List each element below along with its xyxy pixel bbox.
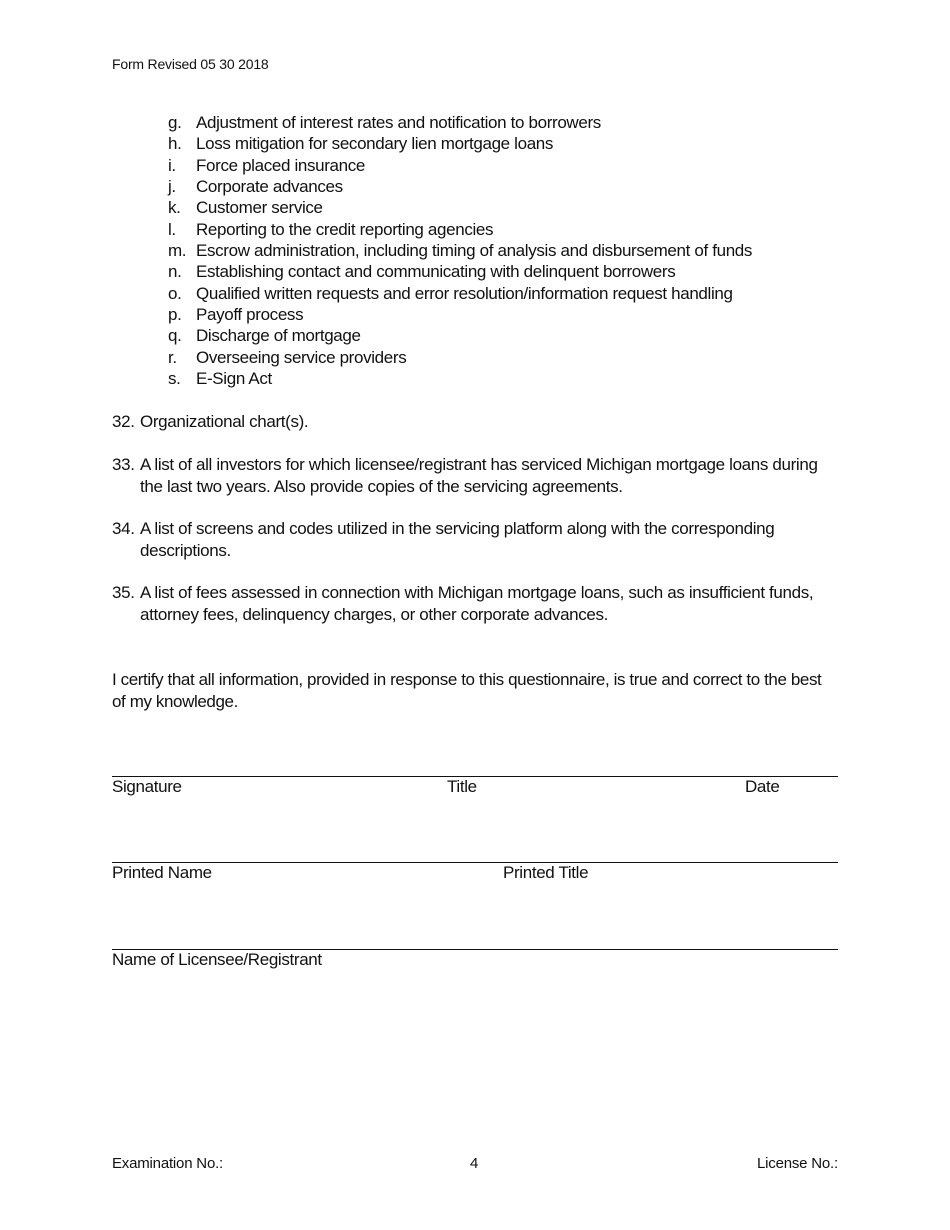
list-item — [168, 133, 752, 154]
item-number: 34. — [112, 519, 135, 538]
list-item-text: Loss mitigation for secondary lien mortgage loans — [196, 134, 554, 154]
list-item — [168, 176, 752, 197]
list-item — [168, 347, 752, 368]
item-text: A list of screens and codes utilized in the servicing platform along with the corresponding descriptions. — [140, 519, 775, 560]
certification-statement: I certify that all information, provided in response to this questionnaire, is true and correct to the best of my knowledge. — [112, 670, 822, 711]
item-number: 33. — [112, 455, 135, 474]
list-item-letter: o. — [168, 283, 182, 303]
list-item-text: Adjustment of interest rates and notification to borrowers — [196, 113, 601, 132]
list-item-text: E-Sign Act — [196, 369, 272, 389]
list-item-letter: r. — [168, 347, 177, 367]
list-item-letter: m. — [168, 241, 187, 261]
list-item-text: Customer service — [196, 198, 323, 218]
license-number-label: License No.: — [757, 1155, 838, 1172]
list-item — [168, 368, 752, 389]
list-item-text: Discharge of mortgage — [196, 326, 361, 346]
list-item-text: Force placed insurance — [196, 155, 366, 175]
list-item-letter: q. — [168, 326, 182, 346]
item-text: A list of fees assessed in connection with Michigan mortgage loans, such as insufficient funds, attorney fees, delinquency charges, or other corporate advances. — [140, 583, 814, 624]
list-item — [168, 240, 752, 261]
item-text: A list of all investors for which licensee/registrant has serviced Michigan mortgage loans during the last two years. Also provide copies of the servicing agreements. — [140, 455, 818, 496]
date-label: Date — [745, 777, 780, 796]
list-item-text: Escrow administration, including timing of analysis and disbursement of funds — [196, 241, 753, 261]
list-item-text: Overseeing service providers — [196, 347, 407, 367]
item-number: 35. — [112, 583, 135, 602]
sub-item-list — [168, 112, 752, 389]
list-item — [168, 261, 752, 282]
printed-name-label: Printed Name — [112, 863, 212, 882]
list-item — [168, 155, 752, 176]
licensee-name-label: Name of Licensee/Registrant — [112, 950, 322, 969]
list-item — [168, 219, 752, 240]
title-label: Title — [447, 777, 477, 796]
list-item — [168, 304, 752, 325]
list-item-text: Payoff process — [196, 305, 304, 325]
page-number: 4 — [470, 1155, 479, 1172]
signature-label: Signature — [112, 777, 182, 796]
list-item-text: Qualified written requests and error resolution/information request handling — [196, 283, 733, 303]
list-item-text: Corporate advances — [196, 177, 343, 197]
numbered-item-32 — [112, 411, 832, 433]
examination-number-label: Examination No.: — [112, 1155, 224, 1172]
list-item — [168, 197, 752, 218]
numbered-item-35 — [112, 582, 832, 625]
list-item-letter: h. — [168, 134, 182, 154]
list-item-text: Reporting to the credit reporting agencies — [196, 219, 494, 239]
list-item — [168, 325, 752, 346]
item-number: 32. — [112, 412, 135, 431]
printed-title-label: Printed Title — [503, 863, 589, 882]
form-revised-header: Form Revised 05 30 2018 — [112, 56, 269, 72]
printed-name-line[interactable] — [112, 862, 838, 863]
list-item-letter: l. — [168, 219, 176, 239]
numbered-item-33 — [112, 454, 832, 497]
item-text: Organizational chart(s). — [140, 412, 309, 431]
list-item-letter: g. — [168, 113, 182, 132]
list-item-letter: j. — [168, 177, 176, 197]
list-item-letter: s. — [168, 369, 181, 389]
numbered-item-34 — [112, 518, 832, 561]
list-item-letter: n. — [168, 262, 182, 282]
list-item-letter: p. — [168, 305, 182, 325]
list-item — [168, 112, 752, 133]
list-item-letter: i. — [168, 155, 176, 175]
list-item-letter: k. — [168, 198, 181, 218]
list-item-text: Establishing contact and communicating with delinquent borrowers — [196, 262, 676, 282]
list-item — [168, 283, 752, 304]
